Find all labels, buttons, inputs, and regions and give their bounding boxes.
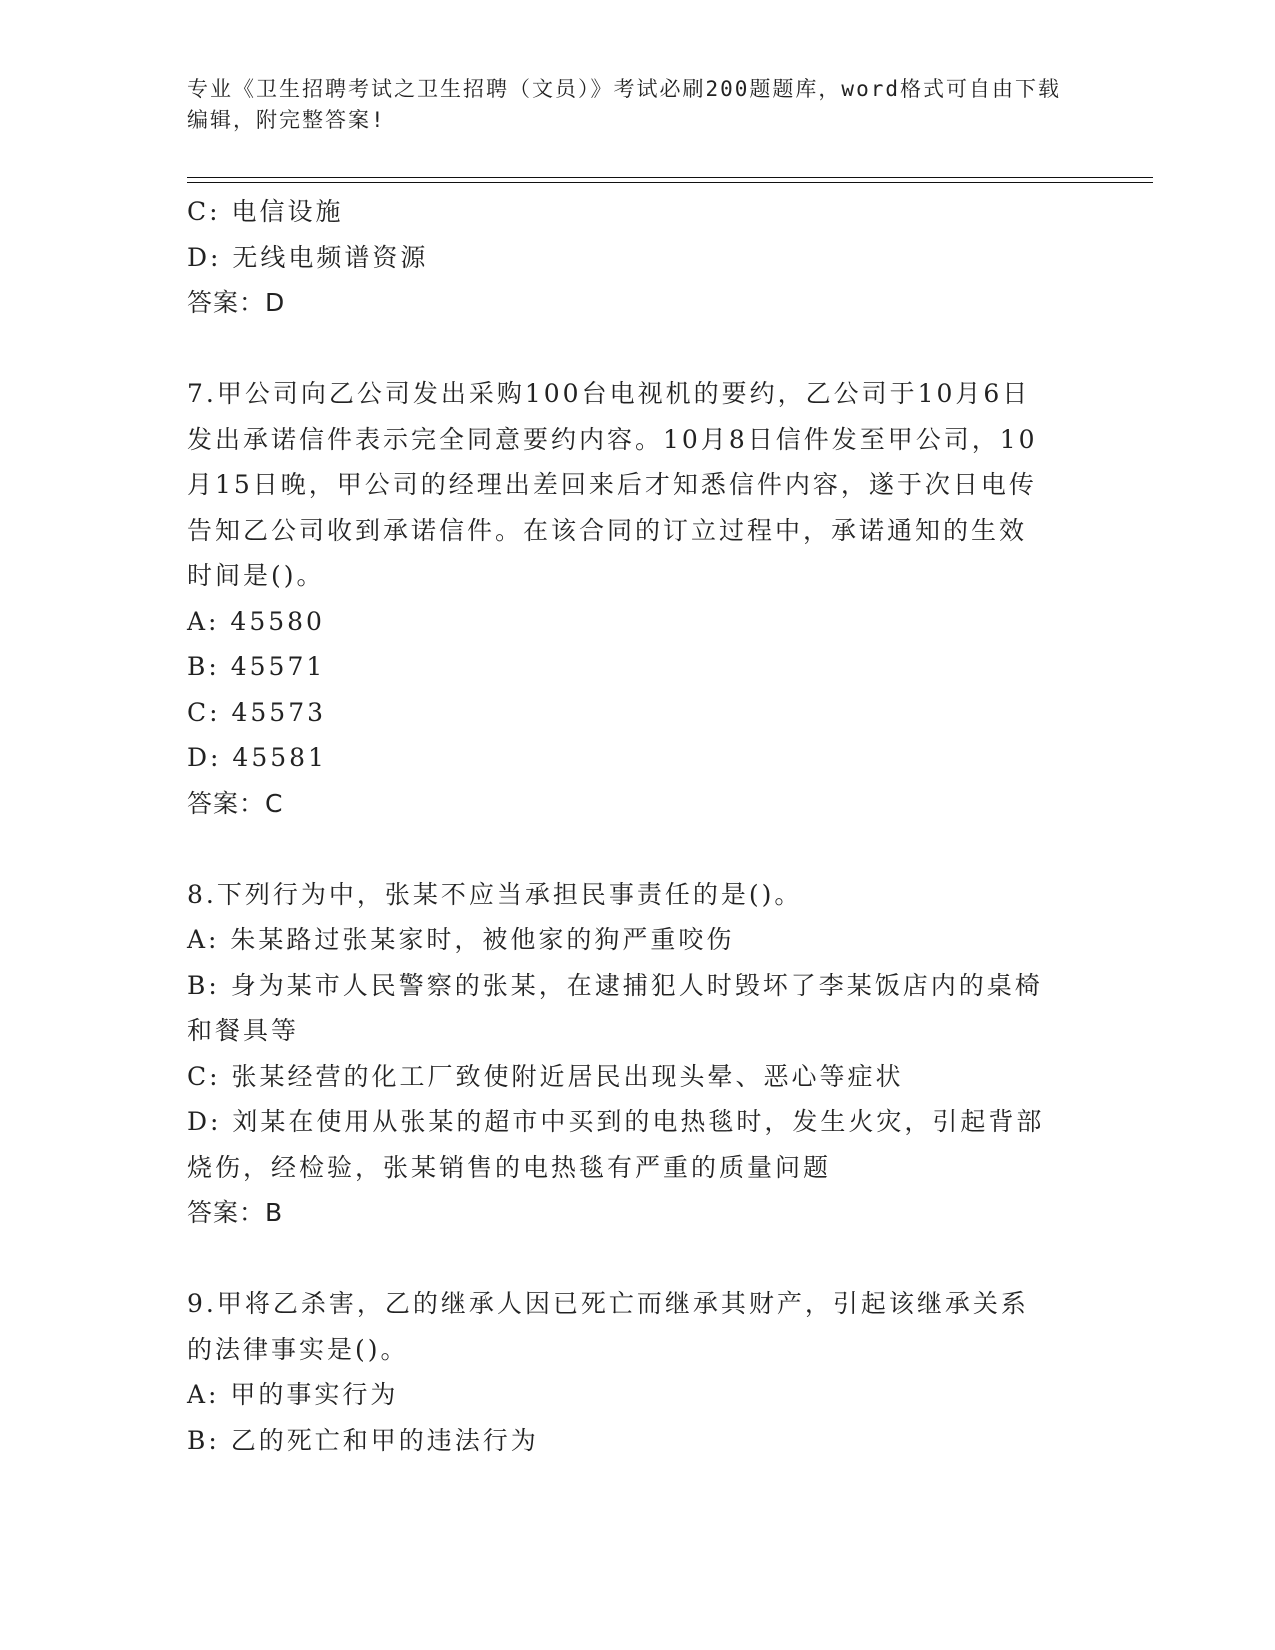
previous-question-tail — [187, 189, 1077, 326]
question-stem-line: 8.下列行为中，张某不应当承担民事责任的是()。 — [187, 879, 803, 909]
option-c: C: 电信设施 — [187, 197, 344, 226]
option-d: D: 无线电频谱资源 — [187, 242, 429, 272]
option-c: C: 45573 — [187, 697, 327, 727]
header-divider-bottom — [187, 182, 1153, 183]
question-content — [187, 189, 1077, 1463]
answer-line: 答案：B — [187, 1198, 284, 1227]
option-a: A: 45580 — [187, 606, 325, 636]
option-b: B: 身为某市人民警察的张某，在逮捕犯人时毁坏了李某饭店内的桌椅 — [187, 970, 1043, 1000]
option-a: A: 朱某路过张某家时，被他家的狗严重咬伤 — [187, 925, 735, 954]
spacer — [187, 1236, 1077, 1282]
question-stem-line: 时间是()。 — [187, 561, 325, 590]
question-stem-line: 的法律事实是()。 — [187, 1334, 409, 1364]
option-b: B: 45571 — [187, 652, 326, 681]
option-d-continuation: 烧伤，经检验，张某销售的电热毯有严重的质量问题 — [187, 1152, 832, 1182]
question-stem-line: 发出承诺信件表示完全同意要约内容。10月8日信件发至甲公司，10 — [187, 424, 1038, 454]
spacer — [187, 326, 1077, 372]
question-stem-line: 月15日晚，甲公司的经理出差回来后才知悉信件内容，遂于次日电传 — [187, 470, 1037, 499]
option-d: D: 45581 — [187, 743, 327, 772]
answer-line: 答案：D — [187, 288, 286, 317]
page-header: 专业《卫生招聘考试之卫生招聘（文员）》考试必刷200题题库，word格式可自由下载编辑，附完整答案! — [187, 77, 1061, 132]
question-9 — [187, 1281, 1077, 1463]
question-stem-line: 9.甲将乙杀害，乙的继承人因已死亡而继承其财产，引起该继承关系 — [187, 1289, 1029, 1318]
option-c: C: 张某经营的化工厂致使附近居民出现头晕、恶心等症状 — [187, 1061, 904, 1091]
question-7 — [187, 371, 1077, 826]
question-stem-line: 告知乙公司收到承诺信件。在该合同的订立过程中，承诺通知的生效 — [187, 515, 1028, 545]
option-b: B: 乙的死亡和甲的违法行为 — [187, 1425, 539, 1455]
answer-line: 答案：C — [187, 788, 284, 818]
question-8 — [187, 872, 1077, 1236]
header-divider-top — [187, 177, 1153, 178]
option-a: A: 甲的事实行为 — [187, 1380, 399, 1409]
spacer — [187, 826, 1077, 872]
option-d: D: 刘某在使用从张某的超市中买到的电热毯时，发生火灾，引起背部 — [187, 1107, 1045, 1136]
option-b-continuation: 和餐具等 — [187, 1016, 300, 1045]
question-stem-line: 7.甲公司向乙公司发出采购100台电视机的要约，乙公司于10月6日 — [187, 379, 1031, 408]
